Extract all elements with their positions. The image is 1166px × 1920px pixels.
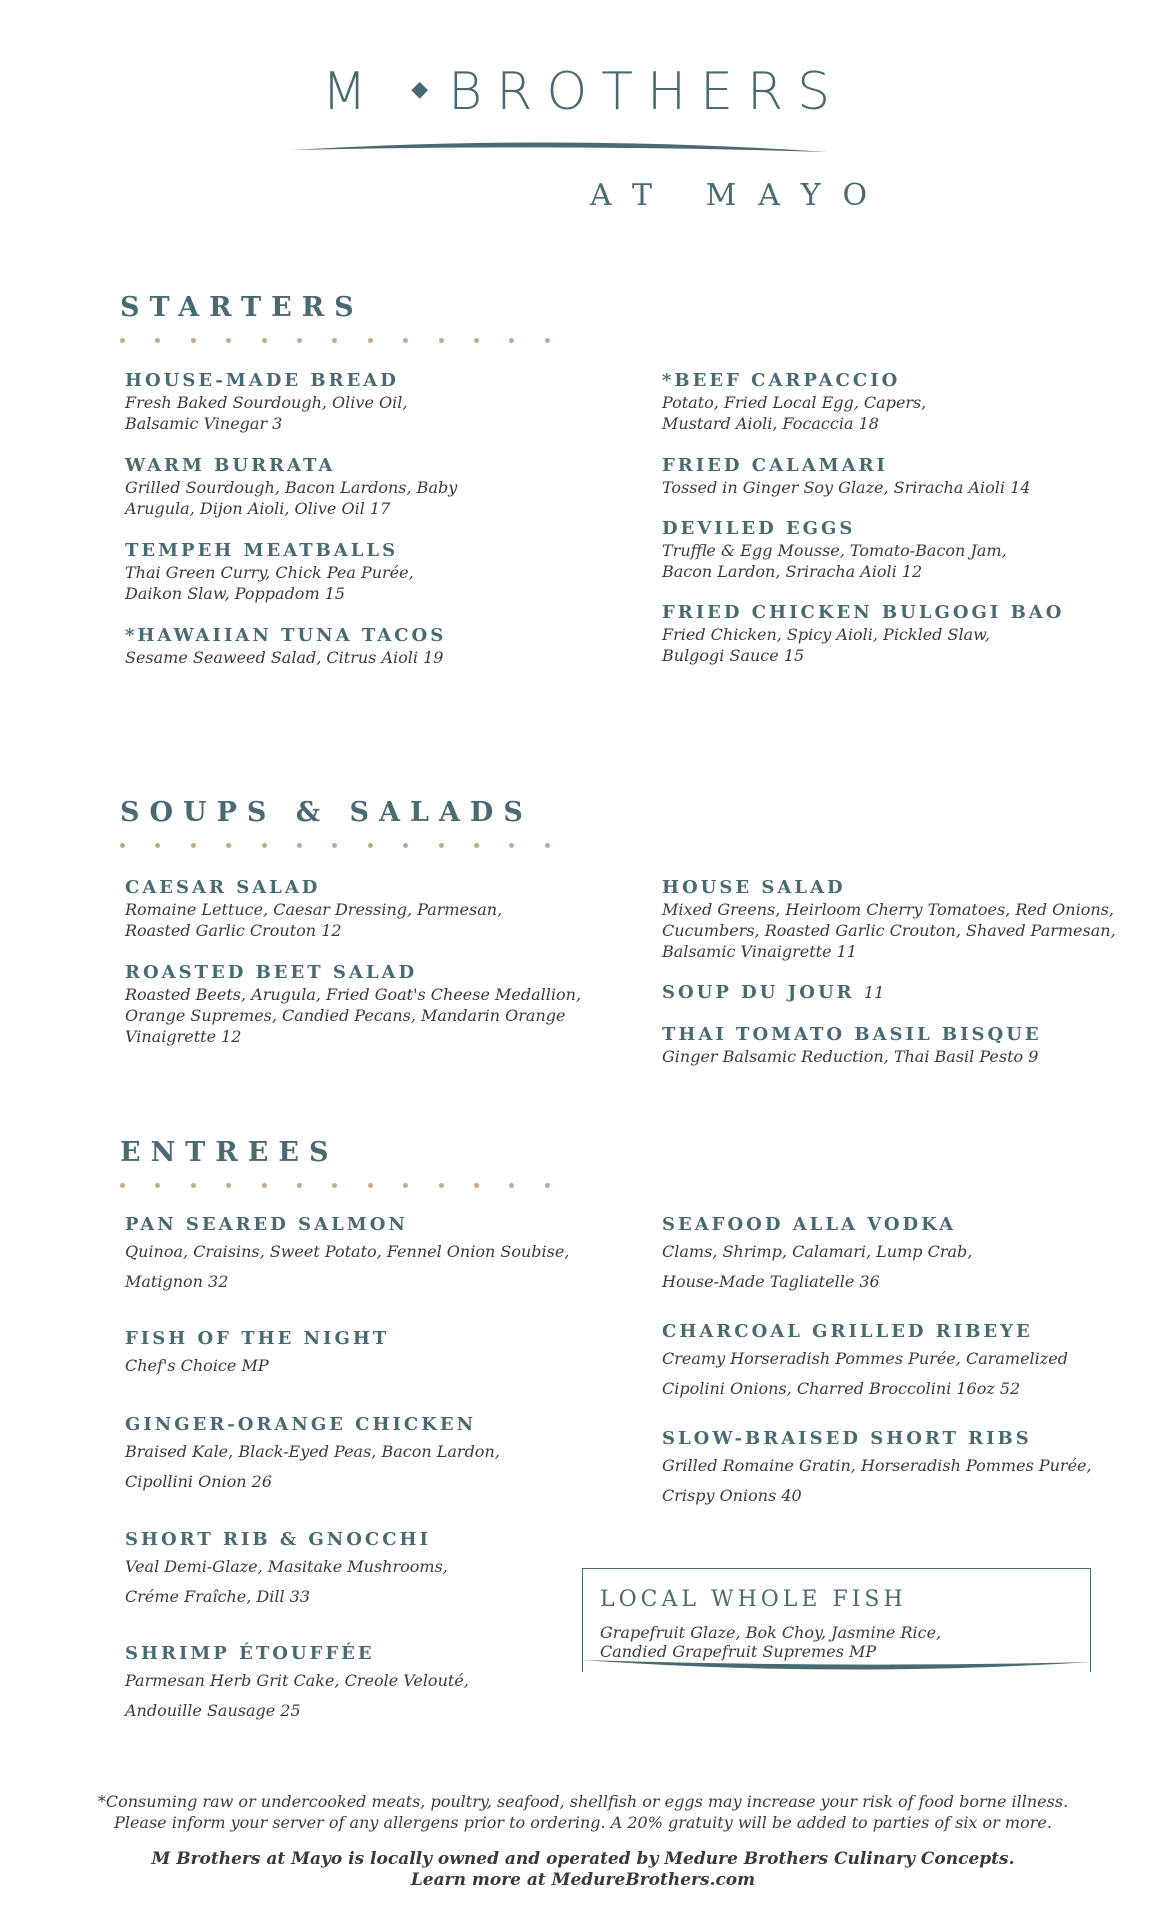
item-desc: Romaine Lettuce, Caesar Dressing, Parmesan, — [125, 900, 503, 919]
item-name: FRIED CALAMARI — [662, 455, 888, 476]
item-desc: Orange Supremes, Candied Pecans, Mandarin Orange — [125, 1006, 566, 1025]
item-desc: Matignon 32 — [125, 1272, 229, 1291]
item-desc: Vinaigrette 12 — [125, 1027, 242, 1046]
section-divider — [120, 1183, 550, 1188]
item-name: DEVILED EGGS — [662, 518, 856, 539]
item-desc: Truffle & Egg Mousse, Tomato-Bacon Jam, — [662, 541, 1007, 560]
item-desc: Bulgogi Sauce 15 — [662, 646, 805, 665]
item-desc: Daikon Slaw, Poppadom 15 — [125, 584, 346, 603]
disclaimer — [0, 1791, 1166, 1833]
menu-item — [125, 1529, 605, 1611]
item-desc: Arugula, Dijon Aioli, Olive Oil 17 — [125, 499, 391, 518]
item-desc: Chef's Choice MP — [125, 1356, 269, 1375]
section-title-soups: SOUPS & SALADS — [120, 797, 533, 828]
disclaimer-line: Please inform your server of any allergens prior to ordering. A 20% gratuity will be added to parties of six or more. — [114, 1813, 1052, 1832]
menu-item — [125, 455, 605, 519]
item-name: GINGER-ORANGE CHICKEN — [125, 1414, 477, 1435]
item-name: SHORT RIB & GNOCCHI — [125, 1529, 431, 1550]
item-desc: Candied Grapefruit Supremes MP — [600, 1642, 877, 1661]
menu-item — [662, 518, 1142, 582]
item-name: *BEEF CARPACCIO — [662, 370, 901, 391]
item-desc: Grilled Sourdough, Bacon Lardons, Baby — [125, 478, 458, 497]
brand-word: BROTHERS — [448, 62, 845, 122]
item-desc: Veal Demi-Glaze, Masitake Mushrooms, — [125, 1557, 448, 1576]
menu-item — [662, 370, 1142, 434]
menu-item — [125, 962, 645, 1047]
item-desc: Sesame Seaweed Salad, Citrus Aioli 19 — [125, 648, 444, 667]
menu-item — [662, 1428, 1142, 1510]
menu-item — [662, 1214, 1142, 1296]
item-name: TEMPEH MEATBALLS — [125, 540, 399, 561]
item-name: CHARCOAL GRILLED RIBEYE — [662, 1321, 1033, 1342]
item-desc: Grapefruit Glaze, Bok Choy, Jasmine Rice, — [600, 1623, 942, 1642]
disclaimer-line: *Consuming raw or undercooked meats, poultry, seafood, shellfish or eggs may increase your risk of food borne illness. — [97, 1792, 1069, 1811]
menu-item — [125, 1214, 645, 1296]
diamond-icon: ◆ — [411, 76, 443, 102]
menu-item — [125, 1328, 605, 1380]
item-name: WARM BURRATA — [125, 455, 336, 476]
item-desc: Fried Chicken, Spicy Aioli, Pickled Slaw, — [662, 625, 990, 644]
item-desc: Cucumbers, Roasted Garlic Crouton, Shaved Parmesan, — [662, 921, 1116, 940]
item-desc: Mixed Greens, Heirloom Cherry Tomatoes, Red Onions, — [662, 900, 1114, 919]
item-desc: Quinoa, Craisins, Sweet Potato, Fennel Onion Soubise, — [125, 1242, 570, 1261]
section-divider — [120, 843, 550, 848]
item-desc: Clams, Shrimp, Calamari, Lump Crab, — [662, 1242, 973, 1261]
item-desc: Cipollini Onion 26 — [125, 1472, 273, 1491]
item-name: FISH OF THE NIGHT — [125, 1328, 390, 1349]
item-desc: Cipolini Onions, Charred Broccolini 16oz 52 — [662, 1379, 1021, 1398]
menu-item — [662, 1321, 1142, 1403]
item-desc: Balsamic Vinaigrette 11 — [662, 942, 857, 961]
item-name: HOUSE-MADE BREAD — [125, 370, 399, 391]
item-desc: Ginger Balsamic Reduction, Thai Basil Pesto 9 — [662, 1047, 1039, 1066]
item-desc: Potato, Fried Local Egg, Capers, — [662, 393, 927, 412]
menu-item — [125, 1414, 605, 1496]
item-desc: Créme Fraîche, Dill 33 — [125, 1587, 311, 1606]
menu-item — [125, 1643, 605, 1725]
menu-item — [125, 625, 605, 668]
item-desc: Balsamic Vinegar 3 — [125, 414, 283, 433]
item-desc: Parmesan Herb Grit Cake, Creole Velouté, — [125, 1671, 469, 1690]
menu-item — [662, 1024, 1142, 1067]
brand-letter: M — [321, 62, 381, 122]
menu-item — [125, 877, 645, 941]
item-name: SHRIMP ÉTOUFFÉE — [125, 1643, 375, 1664]
item-name-text: SOUP DU JOUR — [662, 982, 855, 1003]
item-name: SEAFOOD ALLA VODKA — [662, 1214, 957, 1235]
subtitle: AT MAYO — [590, 178, 890, 213]
footer-link: Learn more at MedureBrothers.com — [410, 1870, 756, 1890]
item-desc: Mustard Aioli, Focaccia 18 — [662, 414, 879, 433]
menu-item — [125, 370, 605, 434]
menu-item — [125, 540, 605, 604]
item-name: CAESAR SALAD — [125, 877, 321, 898]
item-price: 11 — [863, 983, 885, 1002]
item-name: SLOW-BRAISED SHORT RIBS — [662, 1428, 1032, 1449]
featured-item-name: LOCAL WHOLE FISH — [600, 1587, 907, 1612]
item-name: HOUSE SALAD — [662, 877, 846, 898]
item-desc: Fresh Baked Sourdough, Olive Oil, — [125, 393, 408, 412]
item-desc: House-Made Tagliatelle 36 — [662, 1272, 880, 1291]
footer-line: M Brothers at Mayo is locally owned and operated by Medure Brothers Culinary Concepts. — [151, 1849, 1015, 1869]
section-divider — [120, 338, 550, 343]
menu-item — [662, 877, 1142, 962]
item-name: PAN SEARED SALMON — [125, 1214, 408, 1235]
menu-item — [662, 455, 1142, 498]
item-desc: Crispy Onions 40 — [662, 1486, 802, 1505]
item-desc: Bacon Lardon, Sriracha Aioli 12 — [662, 562, 923, 581]
item-desc: Grilled Romaine Gratin, Horseradish Pommes Purée, — [662, 1456, 1092, 1475]
item-desc: Roasted Garlic Crouton 12 — [125, 921, 342, 940]
item-name: ROASTED BEET SALAD — [125, 962, 418, 983]
item-desc: Braised Kale, Black-Eyed Peas, Bacon Lardon, — [125, 1442, 500, 1461]
item-name: FRIED CHICKEN BULGOGI BAO — [662, 602, 1065, 623]
item-name — [662, 982, 1142, 1004]
menu-item — [662, 602, 1142, 666]
item-desc: Roasted Beets, Arugula, Fried Goat's Cheese Medallion, — [125, 985, 582, 1004]
header-swoosh — [290, 138, 830, 160]
item-desc: Creamy Horseradish Pommes Purée, Caramelized — [662, 1349, 1068, 1368]
item-name: THAI TOMATO BASIL BISQUE — [662, 1024, 1042, 1045]
menu-item — [662, 982, 1142, 1004]
featured-swoosh — [580, 1656, 1094, 1678]
brand-logo — [0, 62, 1166, 122]
section-title-entrees: ENTREES — [120, 1137, 339, 1168]
item-desc: Tossed in Ginger Soy Glaze, Sriracha Aioli 14 — [662, 478, 1031, 497]
item-desc: Andouille Sausage 25 — [125, 1701, 301, 1720]
item-desc: Thai Green Curry, Chick Pea Purée, — [125, 563, 414, 582]
section-title-starters: STARTERS — [120, 292, 364, 323]
item-name: *HAWAIIAN TUNA TACOS — [125, 625, 447, 646]
footer — [0, 1849, 1166, 1891]
